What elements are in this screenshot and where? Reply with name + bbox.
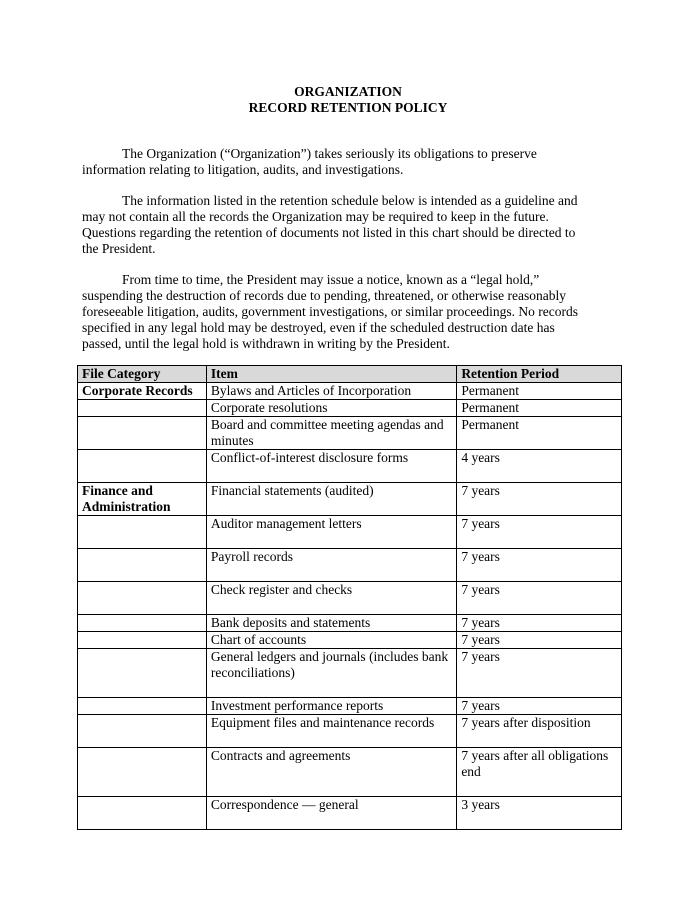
period-cell: 7 years after disposition — [457, 715, 622, 748]
item-cell: Equipment files and maintenance records — [206, 715, 456, 748]
table-row — [78, 615, 622, 632]
period-cell: 7 years after all obligations end — [457, 748, 622, 797]
item-cell: Conflict-of-interest disclosure forms — [206, 450, 456, 483]
category-cell — [78, 797, 207, 830]
period-cell: 7 years — [457, 582, 622, 615]
period-cell: 7 years — [457, 516, 622, 549]
intro-paragraph — [82, 146, 582, 178]
table-row — [78, 483, 622, 516]
table-row — [78, 400, 622, 417]
category-cell — [78, 715, 207, 748]
category-cell — [78, 400, 207, 417]
item-cell: Board and committee meeting agendas and minutes — [206, 417, 456, 450]
period-cell: 3 years — [457, 797, 622, 830]
item-cell: Auditor management letters — [206, 516, 456, 549]
category-cell — [78, 649, 207, 698]
item-cell: Check register and checks — [206, 582, 456, 615]
item-cell: Bank deposits and statements — [206, 615, 456, 632]
item-cell: Chart of accounts — [206, 632, 456, 649]
table-row — [78, 632, 622, 649]
category-cell — [78, 698, 207, 715]
table-row — [78, 516, 622, 549]
legal-hold-paragraph — [82, 272, 582, 352]
item-cell: Payroll records — [206, 549, 456, 582]
category-cell — [78, 748, 207, 797]
period-cell: Permanent — [457, 383, 622, 400]
period-cell: 7 years — [457, 549, 622, 582]
table-row — [78, 698, 622, 715]
item-cell: Bylaws and Articles of Incorporation — [206, 383, 456, 400]
table-row — [78, 649, 622, 698]
item-cell: Corporate resolutions — [206, 400, 456, 417]
period-cell: 7 years — [457, 698, 622, 715]
category-cell — [78, 549, 207, 582]
table-row — [78, 383, 622, 400]
table-row — [78, 582, 622, 615]
item-cell: Financial statements (audited) — [206, 483, 456, 516]
header-file-category: File Category — [78, 366, 207, 383]
guideline-paragraph-text: The information listed in the retention schedule below is intended as a guideline and may not contain all the records the Organization may be required to keep in the future. Questions regarding the retention of documents not listed in this chart should be directed to the President. — [82, 193, 578, 256]
period-cell: Permanent — [457, 400, 622, 417]
category-cell — [78, 417, 207, 450]
guideline-paragraph — [82, 193, 582, 257]
table-row — [78, 417, 622, 450]
item-cell: Investment performance reports — [206, 698, 456, 715]
table-row — [78, 748, 622, 797]
header-item: Item — [206, 366, 456, 383]
period-cell: 7 years — [457, 632, 622, 649]
title-line-2: RECORD RETENTION POLICY — [248, 100, 448, 115]
category-cell: Corporate Records — [78, 383, 207, 400]
title-line-1: ORGANIZATION — [294, 84, 402, 99]
item-cell: General ledgers and journals (includes bank reconciliations) — [206, 649, 456, 698]
intro-paragraph-text: The Organization (“Organization”) takes seriously its obligations to preserve information relating to litigation, audits, and investigations. — [82, 146, 537, 177]
table-row — [78, 549, 622, 582]
category-cell: Finance and Administration — [78, 483, 207, 516]
category-cell — [78, 516, 207, 549]
category-cell — [78, 615, 207, 632]
item-cell: Contracts and agreements — [206, 748, 456, 797]
period-cell: 7 years — [457, 649, 622, 698]
category-cell — [78, 632, 207, 649]
legal-hold-paragraph-text: From time to time, the President may issue a notice, known as a “legal hold,” suspending the destruction of records due to pending, threatened, or otherwise reasonably foreseeable litigation, audits, government investigations, or similar proceedings. No records specified in any legal hold may be destroyed, even if the scheduled destruction date has passed, until the legal hold is withdrawn in writing by the President. — [82, 272, 578, 351]
period-cell: 7 years — [457, 615, 622, 632]
period-cell: 4 years — [457, 450, 622, 483]
table-row — [78, 450, 622, 483]
category-cell — [78, 582, 207, 615]
header-retention-period: Retention Period — [457, 366, 622, 383]
document-title — [0, 84, 696, 116]
category-cell — [78, 450, 207, 483]
item-cell: Correspondence — general — [206, 797, 456, 830]
period-cell: Permanent — [457, 417, 622, 450]
table-row — [78, 715, 622, 748]
table-row — [78, 797, 622, 830]
table-header-row — [78, 366, 622, 383]
period-cell: 7 years — [457, 483, 622, 516]
retention-schedule-table — [77, 365, 622, 830]
